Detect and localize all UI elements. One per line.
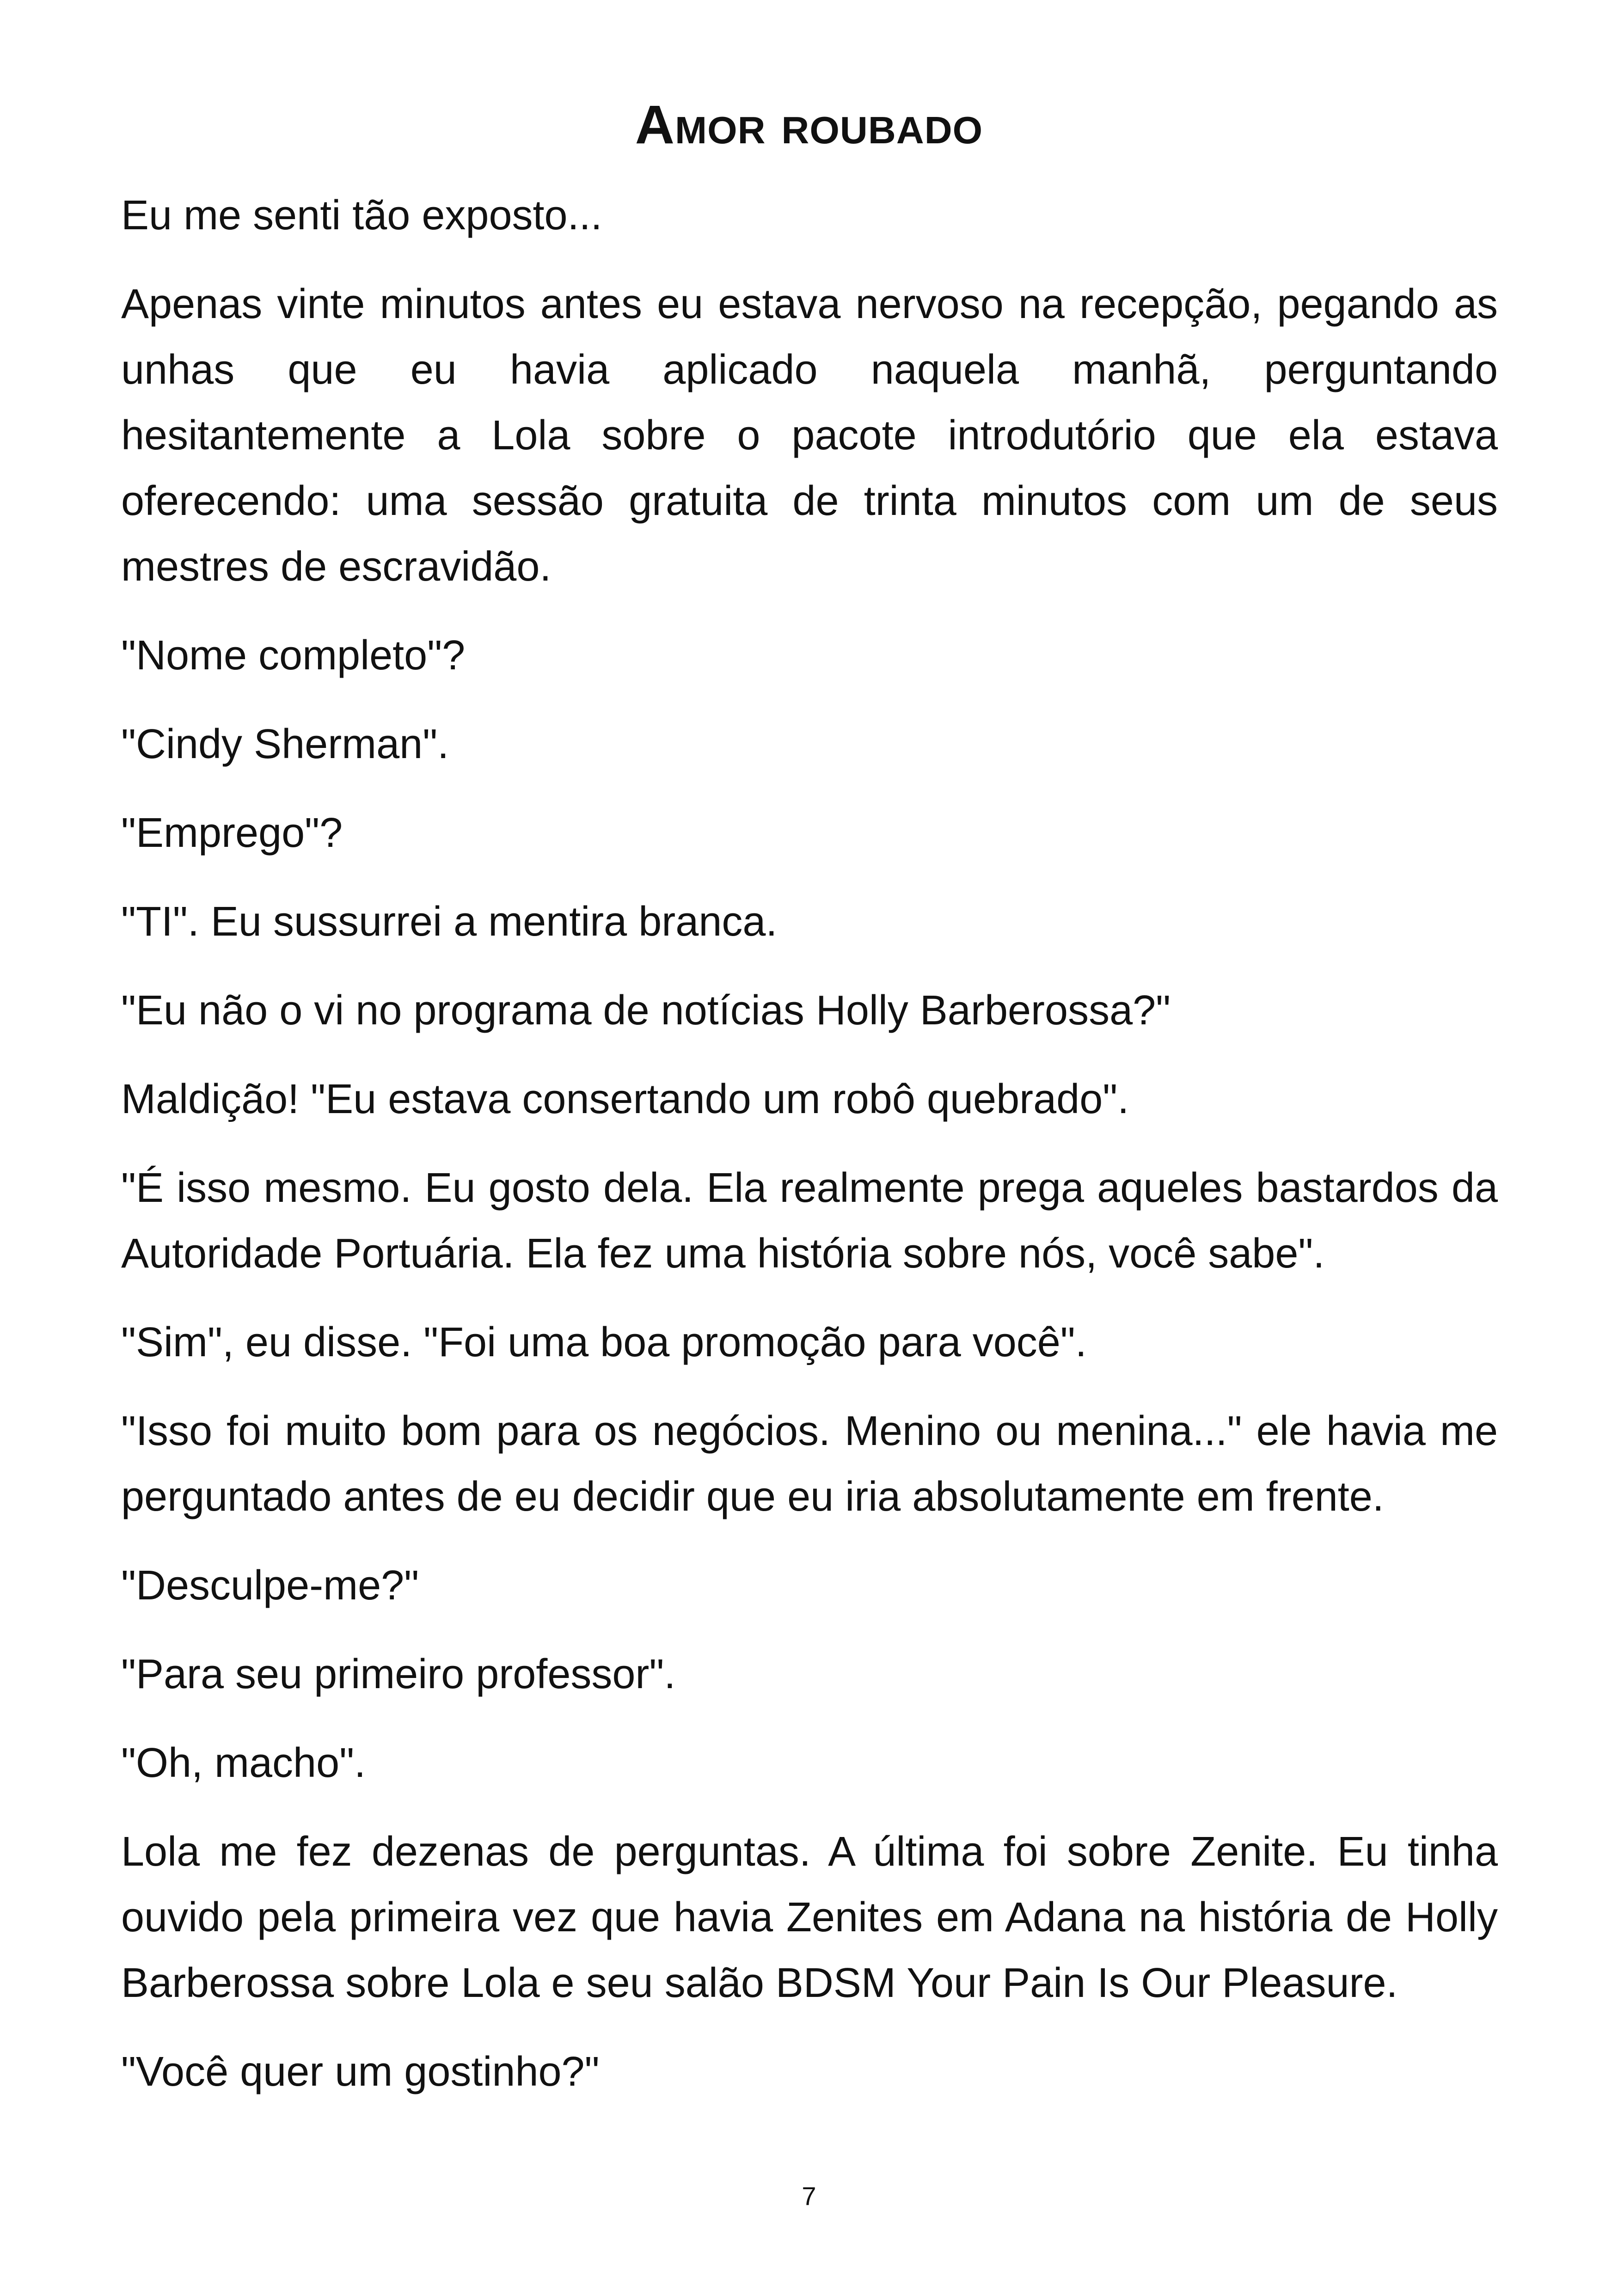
paragraph: Lola me fez dezenas de perguntas. A última foi sobre Zenite. Eu tinha ouvido pela primeira vez que havia Zenites em Adana na história de Holly Barberossa sobre Lola e seu salão BDSM Your Pain Is Our Pleasure. xyxy=(121,1829,1498,2006)
chapter-title: Amor roubado xyxy=(635,94,983,155)
paragraph: "Desculpe-me?" xyxy=(121,1562,419,1609)
chapter-body xyxy=(121,183,1498,2128)
paragraph: "Oh, macho". xyxy=(121,1740,366,1786)
paragraph: "TI". Eu sussurrei a mentira branca. xyxy=(121,899,778,945)
paragraph: "Cindy Sherman". xyxy=(121,721,449,767)
paragraph: "Isso foi muito bom para os negócios. Menino ou menina..." ele havia me perguntado antes de eu decidir que eu iria absolutamente em frente. xyxy=(121,1408,1498,1520)
paragraph: "Emprego"? xyxy=(121,810,343,856)
paragraph: Apenas vinte minutos antes eu estava nervoso na recepção, pegando as unhas que eu havia aplicado naquela manhã, perguntando hesitantemente a Lola sobre o pacote introdutório que ela estava oferecendo: uma sessão gratuita de trinta minutos com um de seus mestres de escravidão. xyxy=(121,281,1498,590)
paragraph: "Sim", eu disse. "Foi uma boa promoção para você". xyxy=(121,1319,1087,1365)
paragraph: "Você quer um gostinho?" xyxy=(121,2049,600,2095)
paragraph: Maldição! "Eu estava consertando um robô quebrado". xyxy=(121,1076,1129,1122)
paragraph: "Eu não o vi no programa de notícias Holly Barberossa?" xyxy=(121,987,1171,1034)
paragraph: "É isso mesmo. Eu gosto dela. Ela realmente prega aqueles bastardos da Autoridade Portuária. Ela fez uma história sobre nós, você sabe". xyxy=(121,1165,1498,1277)
paragraph: "Nome completo"? xyxy=(121,632,466,679)
paragraph: "Para seu primeiro professor". xyxy=(121,1651,676,1697)
paragraph: Eu me senti tão exposto... xyxy=(121,192,602,239)
page-number: 7 xyxy=(802,2181,816,2210)
